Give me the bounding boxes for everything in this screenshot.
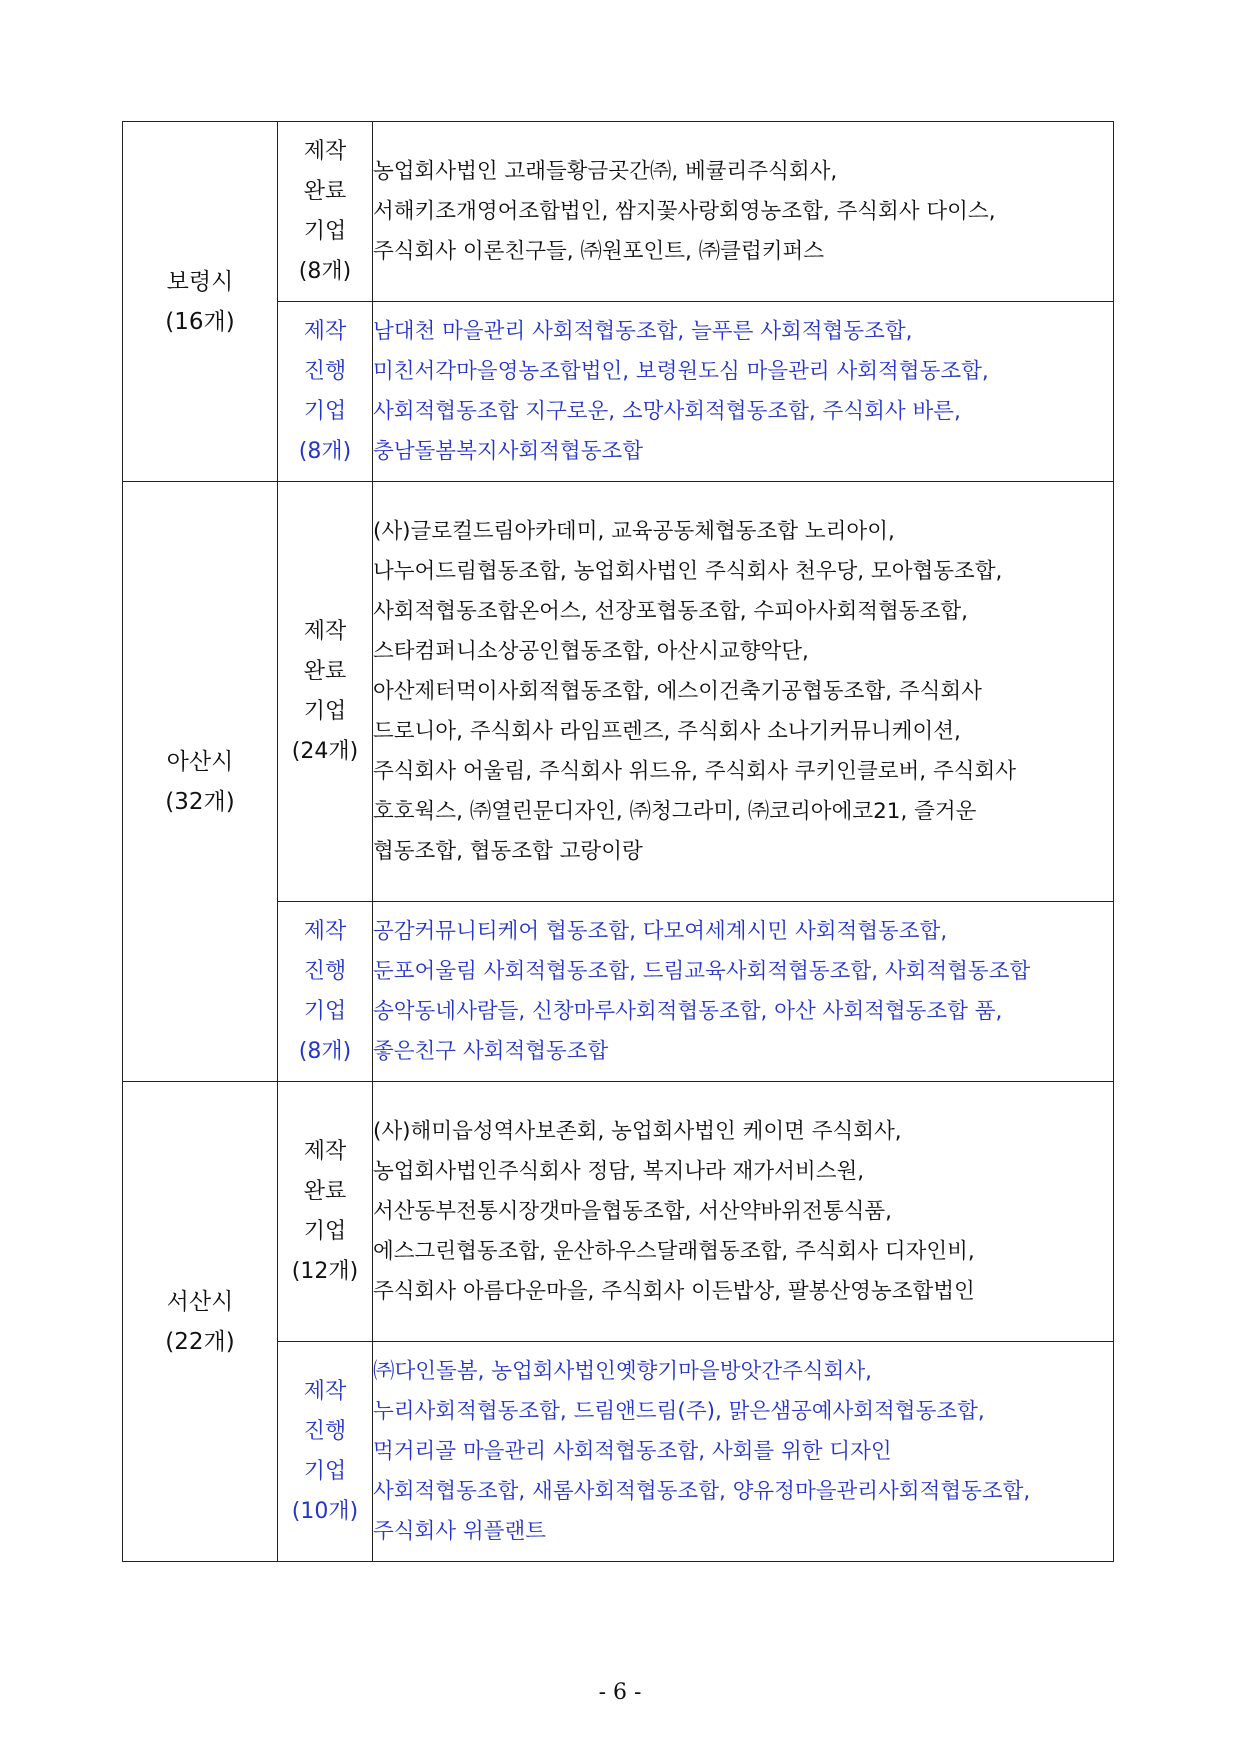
company-list-cell [373, 482, 1114, 902]
category-label-line: (8개) [298, 1038, 352, 1064]
category-label-line: 제작 [303, 1138, 347, 1164]
company-list-line: 사회적협동조합온어스, 선장포협동조합, 수피아사회적협동조합, [373, 598, 968, 624]
region-cell [123, 122, 278, 482]
category-label-line: (10개) [291, 1498, 359, 1524]
category-cell [278, 302, 373, 482]
company-list-line: 먹거리골 마을관리 사회적협동조합, 사회를 위한 디자인 [373, 1438, 892, 1464]
company-list-line: 둔포어울림 사회적협동조합, 드림교육사회적협동조합, 사회적협동조합 [373, 958, 1031, 984]
company-list-line: 스타컴퍼니소상공인협동조합, 아산시교향악단, [373, 638, 809, 664]
company-list-line: 주식회사 위플랜트 [373, 1518, 546, 1544]
region-name: 서산시 [166, 1288, 234, 1315]
category-cell [278, 1082, 373, 1342]
company-list-cell [373, 1342, 1114, 1562]
company-list-line: 남대천 마을관리 사회적협동조합, 늘푸른 사회적협동조합, [373, 318, 913, 344]
company-list-cell [373, 122, 1114, 302]
company-list-cell [373, 1082, 1114, 1342]
company-list-line: 드로니아, 주식회사 라임프렌즈, 주식회사 소나기커뮤니케이션, [373, 718, 961, 744]
category-label-line: 기업 [303, 1458, 347, 1484]
company-list-cell [373, 902, 1114, 1082]
company-list-line: 공감커뮤니티케어 협동조합, 다모여세계시민 사회적협동조합, [373, 918, 948, 944]
company-list-line: (사)해미읍성역사보존회, 농업회사법인 케이면 주식회사, [373, 1118, 902, 1144]
category-label-line: 진행 [303, 358, 347, 384]
category-label-line: (8개) [298, 258, 352, 284]
company-list-line: 주식회사 어울림, 주식회사 위드유, 주식회사 쿠키인클로버, 주식회사 [373, 758, 1017, 784]
category-cell [278, 902, 373, 1082]
company-list-line: 에스그린협동조합, 운산하우스달래협동조합, 주식회사 디자인비, [373, 1238, 975, 1264]
company-list-line: 충남돌봄복지사회적협동조합 [373, 438, 643, 464]
company-list-line: ㈜다인돌봄, 농업회사법인옛향기마을방앗간주식회사, [373, 1358, 872, 1384]
category-label-line: 제작 [303, 918, 347, 944]
company-list-line: 협동조합, 협동조합 고랑이랑 [373, 838, 643, 864]
region-cell [123, 1082, 278, 1562]
category-label-line: 제작 [303, 618, 347, 644]
page-number: - 6 - [598, 1680, 642, 1705]
company-list-line: 좋은친구 사회적협동조합 [373, 1038, 609, 1064]
region-count: (16개) [165, 308, 235, 335]
table-body [123, 122, 1114, 1562]
company-list-line: 주식회사 이론친구들, ㈜원포인트, ㈜클럽키퍼스 [373, 238, 825, 264]
category-label-line: 제작 [303, 138, 347, 164]
category-label-line: (12개) [291, 1258, 359, 1284]
category-label-line: 기업 [303, 398, 347, 424]
company-list-cell [373, 302, 1114, 482]
region-name: 보령시 [166, 268, 234, 295]
company-list-line: 아산제터먹이사회적협동조합, 에스이건축기공협동조합, 주식회사 [373, 678, 982, 704]
company-list-line: 사회적협동조합, 새롬사회적협동조합, 양유정마을관리사회적협동조합, [373, 1478, 1031, 1504]
category-label-line: 완료 [303, 178, 347, 204]
company-list-line: 서산동부전통시장갯마을협동조합, 서산약바위전통식품, [373, 1198, 892, 1224]
region-count: (32개) [165, 788, 235, 815]
company-list-line: 주식회사 아름다운마을, 주식회사 이든밥상, 팔봉산영농조합법인 [373, 1278, 975, 1304]
category-cell [278, 1342, 373, 1562]
category-label-line: 진행 [303, 958, 347, 984]
category-cell [278, 122, 373, 302]
category-label-line: 제작 [303, 1378, 347, 1404]
company-list-line: 나누어드림협동조합, 농업회사법인 주식회사 천우당, 모아협동조합, [373, 558, 1003, 584]
company-list-line: 호호웍스, ㈜열린문디자인, ㈜청그라미, ㈜코리아에코21, 즐거운 [373, 798, 977, 824]
category-label-line: (8개) [298, 438, 352, 464]
category-label-line: 기업 [303, 218, 347, 244]
company-list-line: (사)글로컬드림아카데미, 교육공동체협동조합 노리아이, [373, 518, 895, 544]
company-list-line: 송악동네사람들, 신창마루사회적협동조합, 아산 사회적협동조합 품, [373, 998, 1003, 1024]
table-row [123, 122, 1114, 302]
category-label-line: 기업 [303, 1218, 347, 1244]
company-list-line: 미친서각마을영농조합법인, 보령원도심 마을관리 사회적협동조합, [373, 358, 989, 384]
company-table [122, 121, 1114, 1562]
table-row [123, 482, 1114, 902]
category-label-line: 기업 [303, 698, 347, 724]
category-label-line: (24개) [291, 738, 359, 764]
category-label-line: 기업 [303, 998, 347, 1024]
category-cell [278, 482, 373, 902]
category-label-line: 제작 [303, 318, 347, 344]
region-cell [123, 482, 278, 1082]
table-row [123, 1082, 1114, 1342]
region-count: (22개) [165, 1328, 235, 1355]
company-list-line: 서해키조개영어조합법인, 쌈지꽃사랑회영농조합, 주식회사 다이스, [373, 198, 996, 224]
category-label-line: 완료 [303, 658, 347, 684]
region-name: 아산시 [166, 748, 234, 775]
company-list-line: 누리사회적협동조합, 드림앤드림(주), 맑은샘공예사회적협동조합, [373, 1398, 985, 1424]
category-label-line: 진행 [303, 1418, 347, 1444]
company-list-line: 농업회사법인 고래들황금곳간㈜, 베큘리주식회사, [373, 158, 838, 184]
category-label-line: 완료 [303, 1178, 347, 1204]
company-list-line: 사회적협동조합 지구로운, 소망사회적협동조합, 주식회사 바른, [373, 398, 961, 424]
company-list-line: 농업회사법인주식회사 정담, 복지나라 재가서비스원, [373, 1158, 865, 1184]
